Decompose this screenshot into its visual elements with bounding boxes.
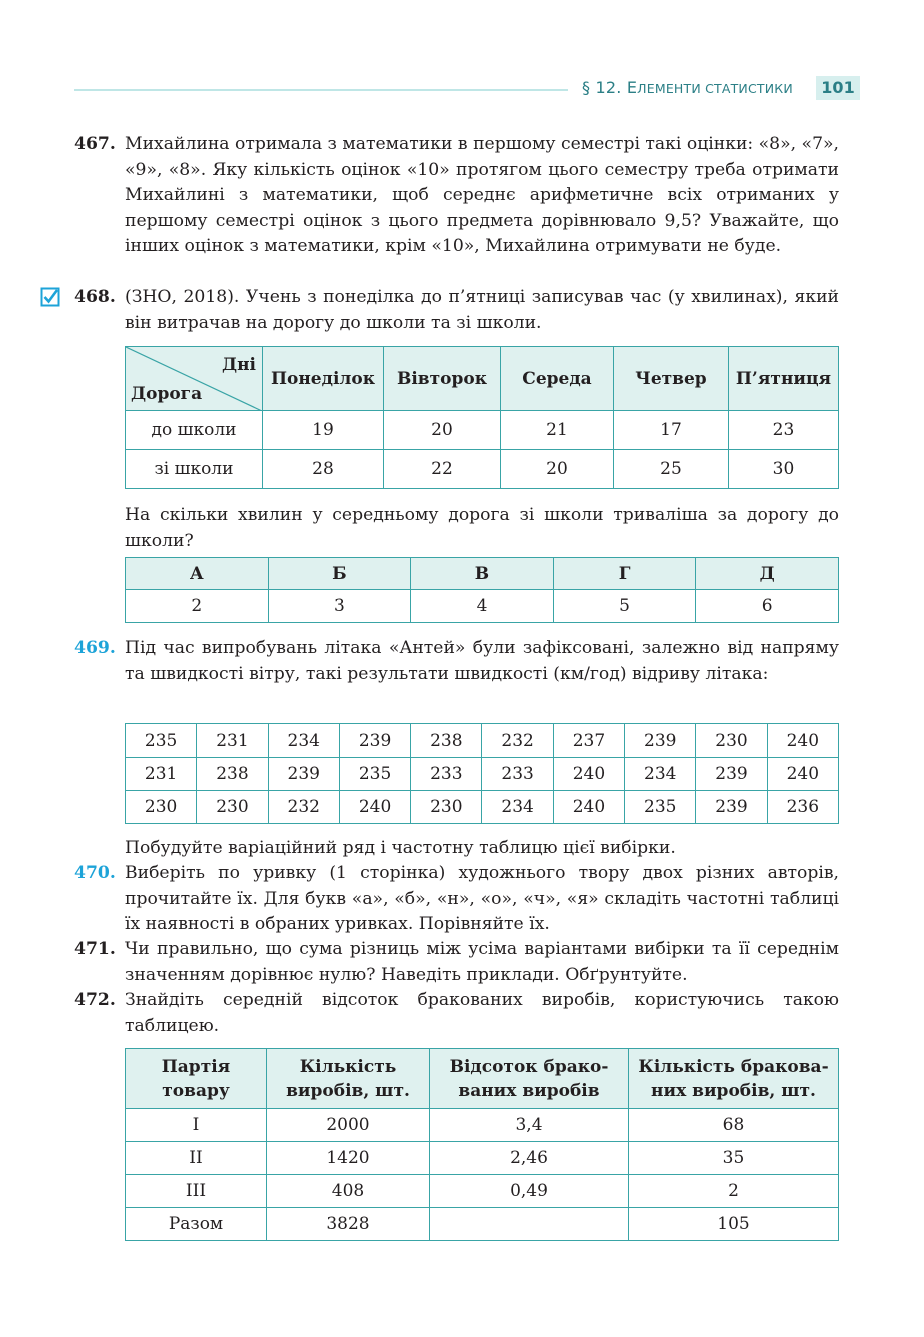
day-header: Понеділок [263, 347, 384, 411]
table-cell [430, 1208, 629, 1241]
table-cell: 238 [411, 724, 482, 758]
problem-number: 468. [74, 287, 116, 307]
row-label: до школи [126, 411, 263, 450]
task-469: Побудуйте варіаційний ряд і частотну таблицю цієї вибірки. [125, 838, 676, 858]
table-cell: 234 [482, 791, 553, 824]
question-468: На скільки хвилин у середньому дорога зі школи триваліша за дорогу до школи? [125, 505, 839, 551]
header-line: Партія [161, 1056, 231, 1077]
problem-text: Чи правильно, що сума різниць між усіма варіантами вибірки та її середнім значенням дорівнює нулю? Наведіть приклади. Обґрунтуйте. [125, 939, 839, 985]
answer-letter: В [411, 558, 554, 590]
header-line: виробів, шт. [286, 1080, 410, 1101]
header-line: Кількість бракова- [638, 1056, 829, 1077]
table-cell: 20 [501, 450, 614, 489]
table-cell: 240 [767, 724, 838, 758]
answer-value: 2 [126, 590, 269, 623]
table-cell: 3828 [267, 1208, 430, 1241]
table-cell: 17 [614, 411, 729, 450]
header-rule [74, 89, 568, 91]
header-line: них виробів, шт. [651, 1080, 816, 1101]
table-cell: 1420 [267, 1142, 430, 1175]
table-row [126, 1049, 839, 1109]
table-cell: 233 [411, 758, 482, 791]
table-cell: 30 [729, 450, 839, 489]
table-cell: 2 [629, 1175, 839, 1208]
table-cell: 239 [696, 791, 767, 824]
table-cell: 25 [614, 450, 729, 489]
table-cell: 28 [263, 450, 384, 489]
table-cell: 236 [767, 791, 838, 824]
table-cell: 408 [267, 1175, 430, 1208]
problem-number: 471. [74, 939, 116, 959]
table-cell: 240 [553, 791, 624, 824]
answer-options-table [125, 557, 839, 623]
table-cell: 19 [263, 411, 384, 450]
header-line: Відсоток брако- [449, 1056, 609, 1077]
day-header: Четвер [614, 347, 729, 411]
table-row [126, 1208, 839, 1241]
table-cell: 239 [696, 758, 767, 791]
table-cell: III [126, 1175, 267, 1208]
table-cell: 230 [197, 791, 268, 824]
table-row [126, 1175, 839, 1208]
column-header [267, 1049, 430, 1109]
table-cell: 232 [268, 791, 339, 824]
problem-468 [74, 285, 839, 336]
problem-472 [74, 988, 839, 1039]
column-header [430, 1049, 629, 1109]
answer-letter: Б [268, 558, 411, 590]
table-cell: Разом [126, 1208, 267, 1241]
column-header [126, 1049, 267, 1109]
table-cell: 240 [339, 791, 410, 824]
table-cell: 230 [126, 791, 197, 824]
table-cell: 231 [126, 758, 197, 791]
table-cell: 233 [482, 758, 553, 791]
table-cell: 237 [553, 724, 624, 758]
answer-letter: А [126, 558, 269, 590]
table-cell: 21 [501, 411, 614, 450]
table-cell: 35 [629, 1142, 839, 1175]
answer-value: 3 [268, 590, 411, 623]
table-cell: 232 [482, 724, 553, 758]
problem-text: Виберіть по уривку (1 сторінка) художнього твору двох різних авторів, прочитайте їх. Для букв «а», «б», «н», «о», «ч», «я» складіть частотні таблиці їх наявності в обраних уривках. Порівняйте їх. [125, 863, 839, 934]
problem-number: 470. [74, 863, 116, 883]
table-cell: 0,49 [430, 1175, 629, 1208]
problem-text: (ЗНО, 2018). Учень з понеділка до п’ятниці записував час (у хвилинах), який він витрачав на дорогу до школи та зі школи. [125, 287, 839, 333]
problem-470 [74, 861, 839, 938]
problem-number: 472. [74, 990, 116, 1010]
table-row [126, 411, 839, 450]
table-cell: 22 [384, 450, 501, 489]
problem-text: Знайдіть середній відсоток бракованих виробів, користуючись такою таблицею. [125, 990, 839, 1036]
table-cell: 23 [729, 411, 839, 450]
table-cell: II [126, 1142, 267, 1175]
table-row [126, 758, 839, 791]
problem-number: 469. [74, 638, 116, 658]
answer-value: 4 [411, 590, 554, 623]
table-cell: 239 [268, 758, 339, 791]
section-title-prefix: § 12. Е [582, 78, 638, 97]
table-cell: 2000 [267, 1109, 430, 1142]
table-cell: 234 [268, 724, 339, 758]
table-row [126, 1142, 839, 1175]
table-cell: 230 [696, 724, 767, 758]
corner-cell [126, 347, 263, 411]
day-header: Середа [501, 347, 614, 411]
answer-letter: Д [696, 558, 839, 590]
table-cell: 239 [339, 724, 410, 758]
table-cell: 2,46 [430, 1142, 629, 1175]
section-title [582, 78, 793, 97]
day-header: Вівторок [384, 347, 501, 411]
problem-text: Під час випробувань літака «Антей» були зафіксовані, залежно від напряму та швидкості вітру, такі результати швидкості (км/год) відриву літака: [125, 638, 839, 684]
corner-road-label: Дорога [131, 384, 203, 404]
takeoff-speed-table [125, 723, 839, 824]
table-row [126, 450, 839, 489]
table-row [126, 724, 839, 758]
page-header [74, 76, 860, 102]
table-cell: 234 [625, 758, 696, 791]
header-line: Кількість [299, 1056, 397, 1077]
travel-time-table [125, 346, 839, 489]
table-cell: 235 [625, 791, 696, 824]
section-title-rest: ЛЕМЕНТИ СТАТИСТИКИ [637, 81, 793, 96]
table-cell: 230 [411, 791, 482, 824]
problem-text: Михайлина отримала з математики в першому семестрі такі оцінки: «8», «7», «9», «8». Яку кількість оцінок «10» протягом цього семестру треба отримати Михайлині з математики, щоб середнє арифметичне всіх отриманих у першому семестрі оцінок з цього предмета дорівнювало 9,5? Уважайте, що інших оцінок з математики, крім «10», Михайлина отримувати не буде. [125, 134, 839, 256]
table-row [126, 791, 839, 824]
table-cell: 20 [384, 411, 501, 450]
checkbox-icon [40, 287, 60, 307]
problem-471 [74, 937, 839, 988]
answer-value: 5 [553, 590, 696, 623]
column-header [629, 1049, 839, 1109]
table-row [126, 590, 839, 623]
header-line: ваних виробів [458, 1080, 600, 1101]
table-cell: 68 [629, 1109, 839, 1142]
table-row [126, 1109, 839, 1142]
table-cell: 239 [625, 724, 696, 758]
table-row [126, 347, 839, 411]
table-cell: 105 [629, 1208, 839, 1241]
table-row [126, 558, 839, 590]
answer-value: 6 [696, 590, 839, 623]
table-cell: 240 [553, 758, 624, 791]
table-cell: 240 [767, 758, 838, 791]
day-header: П’ятниця [729, 347, 839, 411]
table-cell: I [126, 1109, 267, 1142]
header-line: товару [162, 1080, 230, 1101]
defect-table [125, 1048, 839, 1241]
problem-469 [74, 636, 839, 687]
table-cell: 235 [126, 724, 197, 758]
page-number: 101 [816, 76, 860, 100]
table-cell: 235 [339, 758, 410, 791]
problem-467 [74, 132, 839, 260]
corner-days-label: Дні [221, 355, 256, 375]
problem-number: 467. [74, 134, 116, 154]
table-cell: 238 [197, 758, 268, 791]
answer-letter: Г [553, 558, 696, 590]
row-label: зі школи [126, 450, 263, 489]
table-cell: 3,4 [430, 1109, 629, 1142]
table-cell: 231 [197, 724, 268, 758]
